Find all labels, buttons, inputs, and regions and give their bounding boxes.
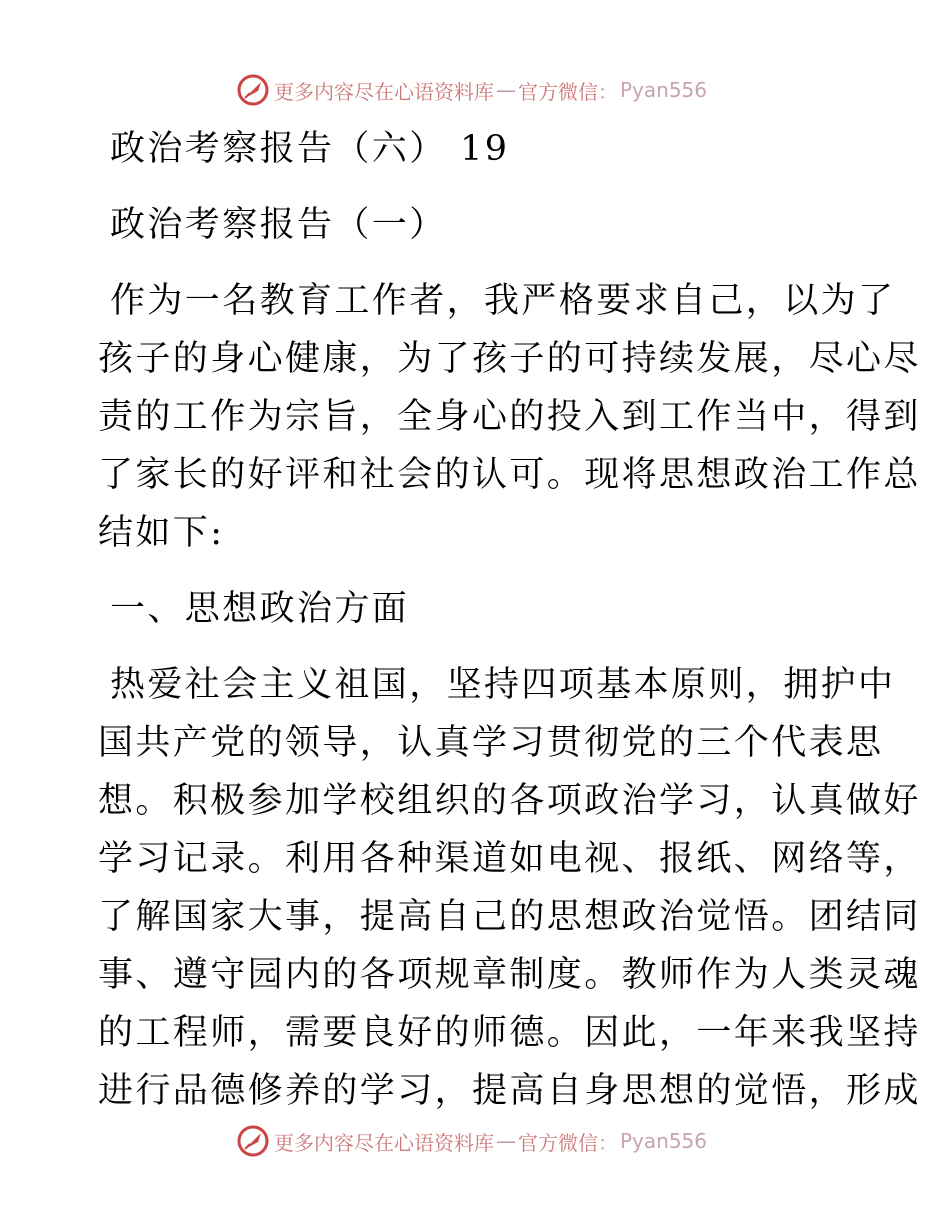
paragraph-line: 热爱社会主义祖国，坚持四项基本原则，拥护中: [110, 665, 896, 705]
watermark-separator: ：: [598, 1130, 618, 1155]
quill-logo-icon: [236, 73, 270, 107]
paragraph-line: 的工程师，需要良好的师德。因此，一年来我坚持: [98, 1013, 921, 1053]
paragraph-line: 结如下:: [98, 513, 225, 553]
spacer: [98, 178, 858, 196]
watermark-dash: —: [496, 78, 516, 102]
watermark-wechat-id: Pyan556: [620, 1129, 708, 1153]
paragraph-line: 进行品德修养的学习，提高自身思想的觉悟，形成: [98, 1071, 921, 1111]
watermark-separator: ：: [598, 79, 618, 104]
watermark-wechat-id: Pyan556: [620, 78, 708, 102]
header-watermark: [236, 70, 707, 110]
document-body: [98, 120, 921, 1120]
body-paragraph: [98, 656, 921, 1120]
section-heading: 一、思想政治方面: [110, 589, 410, 629]
paragraph-line: 学习记录。利用各种渠道如电视、报纸、网络等，: [98, 839, 921, 879]
paragraph-line: 事、遵守园内的各项规章制度。教师作为人类灵魂: [98, 955, 921, 995]
watermark-brand: 更多内容尽在心语资料库: [274, 1130, 494, 1155]
watermark-official: 官方微信: [518, 79, 598, 104]
watermark-dash: —: [496, 1129, 516, 1153]
paragraph-line: 了家长的好评和社会的认可。现将思想政治工作总: [98, 455, 921, 495]
paragraph-line: 作为一名教育工作者，我严格要求自己，以为了: [110, 281, 896, 321]
spacer: [98, 254, 858, 272]
watermark-official: 官方微信: [518, 1130, 598, 1155]
watermark-brand: 更多内容尽在心语资料库: [274, 79, 494, 104]
paragraph-line: 孩子的身心健康，为了孩子的可持续发展，尽心尽: [98, 339, 921, 379]
footer-watermark: [236, 1121, 707, 1161]
intro-paragraph: [98, 272, 921, 562]
document-title: 政治考察报告（一）: [110, 205, 447, 245]
toc-line: 政治考察报告（六） 19: [110, 129, 510, 169]
paragraph-line: 了解国家大事，提高自己的思想政治觉悟。团结同: [98, 897, 921, 937]
quill-logo-icon: [236, 1124, 270, 1158]
spacer: [98, 638, 858, 656]
paragraph-line: 责的工作为宗旨，全身心的投入到工作当中，得到: [98, 397, 921, 437]
paragraph-line: 国共产党的领导，认真学习贯彻党的三个代表思: [98, 723, 884, 763]
spacer: [98, 562, 858, 580]
paragraph-line: 想。积极参加学校组织的各项政治学习，认真做好: [98, 781, 921, 821]
